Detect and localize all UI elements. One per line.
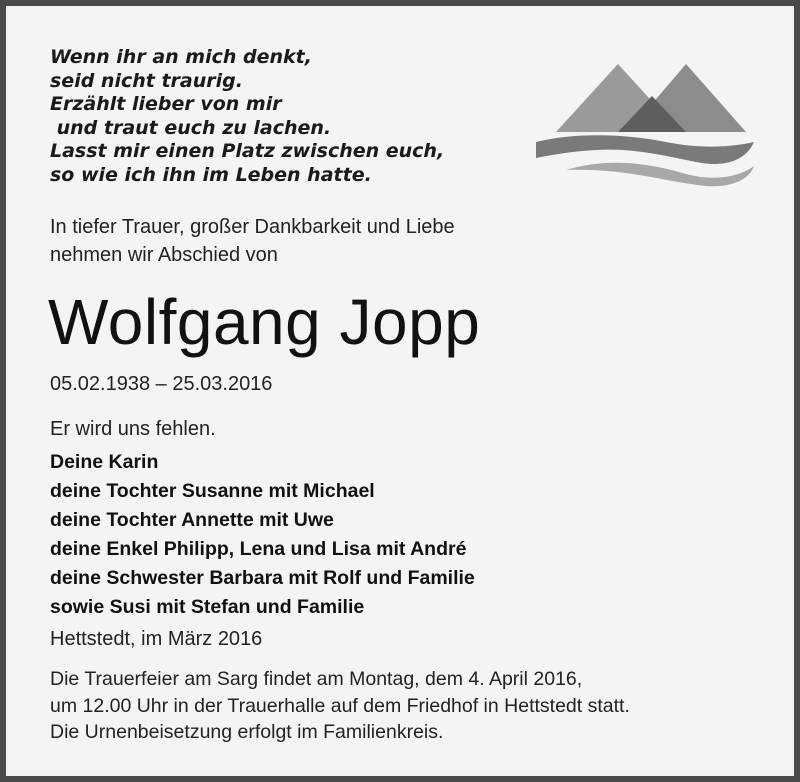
poem-line: seid nicht traurig. xyxy=(50,69,243,92)
mountains-and-river-icon xyxy=(536,50,756,200)
family-member: deine Schwester Barbara mit Rolf und Familie xyxy=(50,567,475,589)
family-member: deine Enkel Philipp, Lena und Lisa mit André xyxy=(50,538,467,560)
closing-line: Er wird uns fehlen. xyxy=(50,418,216,440)
family-member: deine Tochter Annette mit Uwe xyxy=(50,509,334,531)
poem-line: und traut euch zu lachen. xyxy=(50,116,332,139)
deceased-name: Wolfgang Jopp xyxy=(48,286,481,358)
family-list xyxy=(50,448,475,622)
poem-line: Erzählt lieber von mir xyxy=(50,93,282,115)
river-icon xyxy=(536,135,754,164)
funeral-notice xyxy=(50,666,630,746)
notice-line: Die Urnenbeisetzung erfolgt im Familienkreis. xyxy=(50,721,444,743)
place-date: Hettstedt, im März 2016 xyxy=(50,628,263,650)
river-wave-icon xyxy=(566,163,754,187)
family-member: Deine Karin xyxy=(50,451,159,473)
poem-line: so wie ich ihn im Leben hatte. xyxy=(50,163,372,186)
notice-line: Die Trauerfeier am Sarg findet am Montag, dem 4. April 2016, xyxy=(50,668,583,690)
poem xyxy=(50,46,444,187)
family-member: deine Tochter Susanne mit Michael xyxy=(50,480,375,502)
life-dates: 05.02.1938 – 25.03.2016 xyxy=(50,373,273,395)
intro-line: nehmen wir Abschied von xyxy=(50,244,278,266)
poem-line: Wenn ihr an mich denkt, xyxy=(50,46,312,68)
intro-text xyxy=(50,213,455,269)
family-member: sowie Susi mit Stefan und Familie xyxy=(50,596,365,618)
intro-line: In tiefer Trauer, großer Dankbarkeit und Liebe xyxy=(50,216,455,238)
notice-line: um 12.00 Uhr in der Trauerhalle auf dem Friedhof in Hettstedt statt. xyxy=(50,694,630,717)
poem-line: Lasst mir einen Platz zwischen euch, xyxy=(50,140,445,162)
